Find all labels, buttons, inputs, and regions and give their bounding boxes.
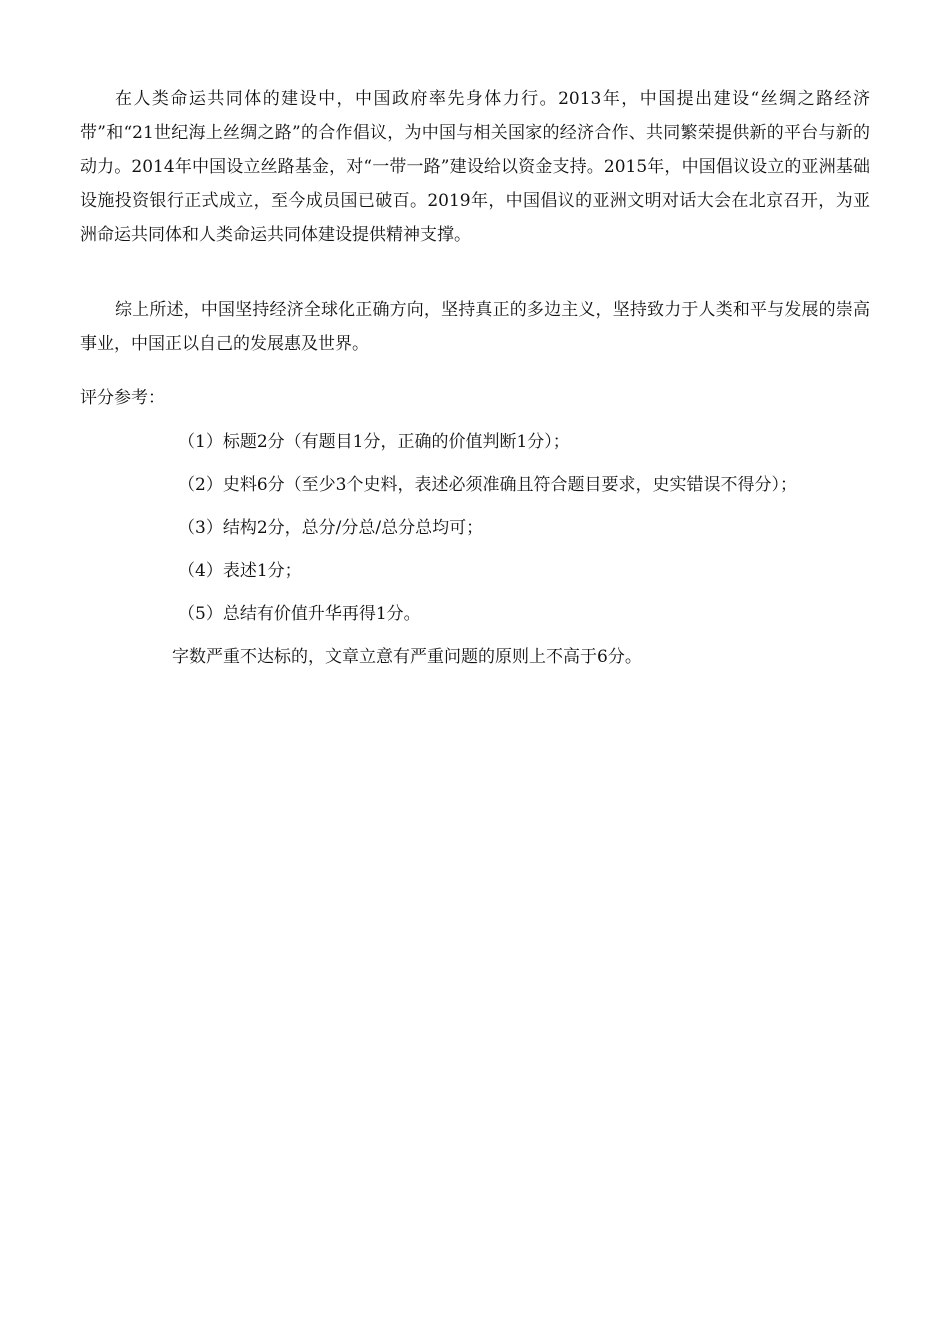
scoring-item-structure: （3）结构2分，总分/分总/总分总均可； [178,518,484,538]
body-paragraph-conclusion: 综上所述，中国坚持经济全球化正确方向，坚持真正的多边主义，坚持致力于人类和平与发展的崇高事业，中国正以自己的发展惠及世界。 [80,300,870,354]
scoring-label: 评分参考： [80,388,165,408]
scoring-item-expression: （4）表述1分； [178,561,302,581]
scoring-criteria-list [178,425,797,640]
scoring-item-summary: （5）总结有价值升华再得1分。 [178,604,421,624]
body-paragraph-community: 在人类命运共同体的建设中，中国政府率先身体力行。2013年，中国提出建设“丝绸之路经济带”和“21世纪海上丝绸之路”的合作倡议，为中国与相关国家的经济合作、共同繁荣提供新的平台与新的动力。2014年中国设立丝路基金，对“一带一路”建设给以资金支持。2015年，中国倡议设立的亚洲基础设施投资银行正式成立，至今成员国已破百。2019年，中国倡议的亚洲文明对话大会在北京召开，为亚洲命运共同体和人类命运共同体建设提供精神支撑。 [80,89,870,245]
scoring-note: 字数严重不达标的，文章立意有严重问题的原则上不高于6分。 [172,647,642,667]
scoring-item-evidence: （2）史料6分（至少3个史料，表述必须准确且符合题目要求，史实错误不得分）； [178,475,797,495]
scoring-item-title: （1）标题2分（有题目1分，正确的价值判断1分）； [178,432,570,452]
